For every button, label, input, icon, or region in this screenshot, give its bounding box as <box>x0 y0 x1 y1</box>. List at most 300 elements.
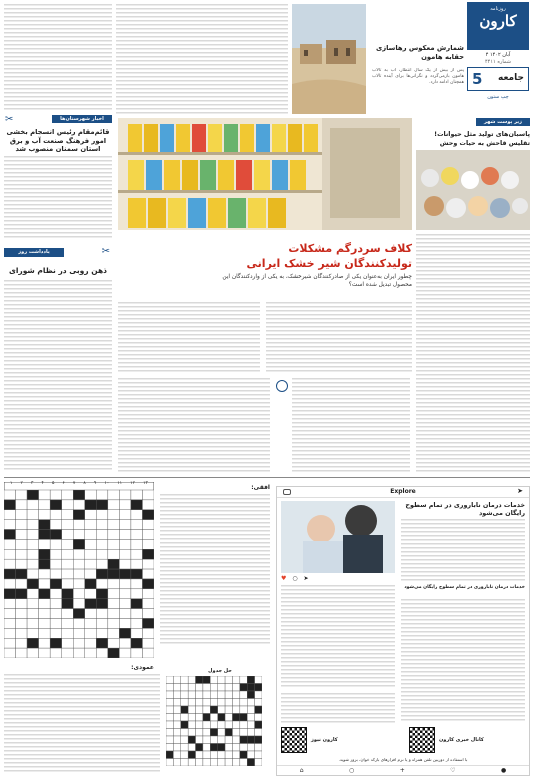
crossword-cell <box>131 569 143 579</box>
crossword-cell <box>142 599 154 609</box>
crossword-cell <box>16 549 28 559</box>
crossword-cell <box>119 559 131 569</box>
crossword-cell <box>131 648 143 658</box>
crossword-cell <box>247 676 254 684</box>
crossword-cell <box>166 691 173 699</box>
crossword-cell <box>16 589 28 599</box>
crossword-cell <box>50 579 62 589</box>
crossword-cell <box>181 729 188 737</box>
crossword-cell <box>27 490 39 500</box>
crossword-cell <box>142 618 154 628</box>
crossword-cell <box>255 759 262 767</box>
ad-icon-row <box>281 575 395 583</box>
crossword-cell <box>188 736 195 744</box>
crossword-cell <box>142 628 154 638</box>
crossword-cell <box>142 648 154 658</box>
crossword-cell <box>73 500 85 510</box>
crossword-cell <box>232 751 239 759</box>
crossword-column-number: ۱۱ <box>117 481 123 486</box>
crossword-cell <box>240 729 247 737</box>
crossword-cell <box>142 539 154 549</box>
crossword-cell <box>119 520 131 530</box>
crossword-cell <box>62 520 74 530</box>
crossword-cell <box>173 744 180 752</box>
crossword-cell <box>131 609 143 619</box>
crossword-cell <box>85 520 97 530</box>
crossword-cell <box>166 744 173 752</box>
crossword-cell <box>96 539 108 549</box>
crossword-cell <box>196 721 203 729</box>
crossword-cell <box>4 569 16 579</box>
crossword-cell <box>255 699 262 707</box>
crossword-column-number: ۲ <box>20 481 23 486</box>
crossword-cell <box>131 539 143 549</box>
crossword-section <box>4 482 270 778</box>
hamoun-headline: شمارش معکوس رهاسازی حقابه هامون <box>375 44 464 61</box>
crossword-cell <box>240 699 247 707</box>
crossword-cell <box>119 609 131 619</box>
crossword-cell <box>108 490 120 500</box>
search-icon[interactable]: ○ <box>348 767 355 774</box>
crossword-cell <box>27 569 39 579</box>
feature-label: زیر پوست شهر <box>476 118 530 126</box>
crossword-cell <box>73 648 85 658</box>
crossword-cell <box>166 684 173 692</box>
crossword-cell <box>85 579 97 589</box>
crossword-cell <box>142 609 154 619</box>
opinion-label: یادداشت روز <box>4 248 64 257</box>
crossword-cell <box>39 559 51 569</box>
ad-mother-baby-illustration <box>281 501 395 573</box>
crossword-cell <box>85 510 97 520</box>
crossword-cell <box>196 691 203 699</box>
crossword-cell <box>210 684 217 692</box>
crossword-cell <box>85 500 97 510</box>
crossword-cell <box>27 609 39 619</box>
crossword-cell <box>196 684 203 692</box>
crossword-cell <box>119 569 131 579</box>
crossword-cell <box>50 530 62 540</box>
crossword-cell <box>96 530 108 540</box>
crossword-cell <box>225 706 232 714</box>
crossword-cell <box>39 530 51 540</box>
send-icon: ➤ <box>517 487 523 495</box>
crossword-cell <box>27 628 39 638</box>
crossword-cell <box>39 579 51 589</box>
crossword-cell <box>39 599 51 609</box>
crossword-cell <box>16 539 28 549</box>
crossword-cell <box>240 706 247 714</box>
crossword-cell <box>203 729 210 737</box>
crossword-cell <box>255 676 262 684</box>
like-icon[interactable]: ♡ <box>450 767 456 774</box>
crossword-column-number: ۱۳ <box>143 481 148 486</box>
crossword-cell <box>85 549 97 559</box>
crossword-cell <box>73 618 85 628</box>
crossword-cell <box>142 510 154 520</box>
crossword-cell <box>131 638 143 648</box>
profile-icon[interactable]: ● <box>501 767 507 774</box>
crossword-cell <box>27 549 39 559</box>
crossword-cell <box>96 520 108 530</box>
crossword-cell <box>119 589 131 599</box>
crossword-cell <box>210 699 217 707</box>
crossword-cell <box>188 714 195 722</box>
crossword-cell <box>108 609 120 619</box>
crossword-column-number: ۱ <box>10 481 13 486</box>
home-icon[interactable]: ⌂ <box>299 767 304 774</box>
crossword-cell <box>255 736 262 744</box>
crossword-cell <box>119 628 131 638</box>
heart-icon[interactable]: ♥ <box>281 575 287 582</box>
crossword-cell <box>108 549 120 559</box>
crossword-cell <box>96 559 108 569</box>
feature-headline: پاسبان‌های تولید مثل حیوانات! تقلیس قاحش به حیات وحش <box>434 130 530 147</box>
hamoun-story <box>292 4 464 114</box>
ad-footer: با استفاده از دوربین تلفن همراه و یا نرم افزارهای بارکد خوان، بروز شوید. <box>338 757 468 762</box>
crossword-cell <box>4 520 16 530</box>
lead-body-right <box>266 302 412 372</box>
crossword-cell <box>173 691 180 699</box>
crossword-cell <box>119 490 131 500</box>
crossword-cell <box>16 599 28 609</box>
crossword-cell <box>16 559 28 569</box>
crossword-cell <box>225 736 232 744</box>
crossword-cell <box>232 721 239 729</box>
crossword-cell <box>232 759 239 767</box>
down-clues <box>4 674 160 774</box>
crossword-cell <box>142 549 154 559</box>
share-icon[interactable]: ➤ <box>303 575 309 582</box>
crossword-cell <box>210 759 217 767</box>
crossword-cell <box>188 751 195 759</box>
crossword-cell <box>73 490 85 500</box>
crossword-cell <box>173 699 180 707</box>
crossword-cell <box>85 539 97 549</box>
crossword-cell <box>39 490 51 500</box>
crossword-cell <box>4 539 16 549</box>
crossword-cell <box>16 510 28 520</box>
crossword-cell <box>196 736 203 744</box>
crossword-cell <box>39 549 51 559</box>
crossword-cell <box>142 500 154 510</box>
crossword-cell <box>27 510 39 520</box>
crossword-cell <box>188 684 195 692</box>
across-clues <box>160 494 270 644</box>
crossword-cell <box>4 530 16 540</box>
logo-text: کارون <box>479 12 517 30</box>
crossword-cell <box>16 579 28 589</box>
crossword-cell <box>210 736 217 744</box>
crossword-cell <box>16 490 28 500</box>
crossword-cell <box>173 676 180 684</box>
crossword-cell <box>247 729 254 737</box>
crossword-cell <box>39 589 51 599</box>
crossword-cell <box>50 648 62 658</box>
crossword-cell <box>240 691 247 699</box>
crossword-cell <box>247 691 254 699</box>
scissors-icon: ✂ <box>5 114 14 125</box>
lead-story <box>118 232 412 302</box>
toys-illustration <box>416 150 530 230</box>
ad-body-right-2 <box>401 599 525 723</box>
crossword-cell <box>240 721 247 729</box>
crossword-cell <box>218 699 225 707</box>
crossword-cell <box>218 721 225 729</box>
section-title: جامعه <box>498 73 524 83</box>
news-label: اخبار شهرستان‌ها <box>52 115 112 123</box>
crossword-cell <box>16 618 28 628</box>
crossword-cell <box>27 530 39 540</box>
ad-body-left-2 <box>281 693 395 723</box>
crossword-cell <box>232 729 239 737</box>
crossword-cell <box>16 530 28 540</box>
crossword-column-number: ۷ <box>72 481 76 486</box>
crossword-cell <box>166 676 173 684</box>
crossword-cell <box>181 721 188 729</box>
crossword-cell <box>4 510 16 520</box>
crossword-cell <box>232 736 239 744</box>
crossword-cell <box>131 549 143 559</box>
crossword-cell <box>142 530 154 540</box>
crossword-cell <box>39 569 51 579</box>
crossword-cell <box>108 510 120 520</box>
crossword-cell <box>50 638 62 648</box>
crossword-cell <box>119 648 131 658</box>
crossword-cell <box>188 699 195 707</box>
crossword-cell <box>225 729 232 737</box>
crossword-cell <box>255 744 262 752</box>
crossword-cell <box>16 520 28 530</box>
crossword-cell <box>27 599 39 609</box>
crossword-cell <box>196 751 203 759</box>
crossword-cell <box>203 706 210 714</box>
crossword-cell <box>210 676 217 684</box>
crossword-cell <box>16 500 28 510</box>
crossword-cell <box>225 676 232 684</box>
crossword-cell <box>96 490 108 500</box>
crossword-cell <box>108 559 120 569</box>
crossword-cell <box>247 721 254 729</box>
crossword-cell <box>240 676 247 684</box>
crossword-cell <box>4 559 16 569</box>
crossword-cell <box>73 520 85 530</box>
crossword-cell <box>50 559 62 569</box>
crossword-cell <box>50 569 62 579</box>
crossword-cell <box>203 759 210 767</box>
crossword-cell <box>166 721 173 729</box>
crossword-cell <box>73 628 85 638</box>
left-headline-1: قائم‌مقام رئیس انسجام بخشی امور فرهنگ صنعت آب و برق استان سمنان منصوب شد <box>6 128 110 153</box>
crossword-cell <box>225 684 232 692</box>
crossword-cell <box>131 579 143 589</box>
qr-code-1[interactable] <box>281 727 307 753</box>
crossword-cell <box>96 589 108 599</box>
crossword-cell <box>188 691 195 699</box>
crossword-cell <box>181 699 188 707</box>
crossword-cell <box>108 539 120 549</box>
section-divider <box>4 477 530 478</box>
crossword-cell <box>173 706 180 714</box>
crossword-cell <box>218 691 225 699</box>
crossword-cell <box>39 609 51 619</box>
crossword-cell <box>85 609 97 619</box>
crossword-cell <box>50 490 62 500</box>
crossword-cell <box>173 684 180 692</box>
crossword-cell <box>247 706 254 714</box>
crossword-column-number: ۵ <box>51 481 55 486</box>
crossword-cell <box>39 628 51 638</box>
milk-shelf-illustration <box>118 118 412 230</box>
crossword-cell <box>73 638 85 648</box>
crossword-cell <box>142 589 154 599</box>
crossword-cell <box>96 618 108 628</box>
app-bottom-bar <box>277 765 529 776</box>
crossword-cell <box>196 729 203 737</box>
crossword-cell <box>50 520 62 530</box>
crossword-cell <box>108 520 120 530</box>
crossword-cell <box>247 751 254 759</box>
crossword-column-number: ۶ <box>62 481 65 486</box>
crossword-cell <box>73 549 85 559</box>
crossword-cell <box>62 579 74 589</box>
crossword-column-number: ۱۲ <box>130 481 136 486</box>
crossword-cell <box>225 759 232 767</box>
crossword-cell <box>203 744 210 752</box>
crossword-cell <box>96 628 108 638</box>
qr-caption-1: کارون نیوز <box>311 737 338 743</box>
crossword-cell <box>166 699 173 707</box>
crossword-cell <box>85 628 97 638</box>
page-number-box <box>467 67 529 91</box>
crossword-cell <box>108 638 120 648</box>
ad-story-headline: خدمات درمان ناباروری در تمام سطوح رایگان می‌شود <box>404 585 525 590</box>
left-body-1 <box>4 156 112 240</box>
crossword-cell <box>4 609 16 619</box>
crossword-cell <box>96 510 108 520</box>
crossword-cell <box>50 539 62 549</box>
crossword-cell <box>39 520 51 530</box>
crossword-cell <box>119 500 131 510</box>
crossword-cell <box>73 599 85 609</box>
crossword-cell <box>203 691 210 699</box>
crossword-cell <box>27 520 39 530</box>
crossword-cell <box>85 569 97 579</box>
crossword-cell <box>119 510 131 520</box>
crossword-cell <box>173 751 180 759</box>
crossword-cell <box>62 549 74 559</box>
answers-title: حل جدول <box>208 668 232 674</box>
crossword-cell <box>181 751 188 759</box>
crossword-cell <box>203 736 210 744</box>
crossword-cell <box>4 599 16 609</box>
crossword-column-numbers <box>4 481 154 486</box>
crossword-cell <box>96 579 108 589</box>
crossword-cell <box>62 589 74 599</box>
crossword-cell <box>27 579 39 589</box>
crossword-cell <box>255 714 262 722</box>
comment-icon[interactable]: ○ <box>292 575 298 582</box>
crossword-cell <box>62 638 74 648</box>
crossword-cell <box>73 530 85 540</box>
crossword-cell <box>85 490 97 500</box>
crossword-cell <box>203 721 210 729</box>
crossword-cell <box>240 714 247 722</box>
crossword-cell <box>16 638 28 648</box>
crossword-cell <box>210 751 217 759</box>
crossword-cell <box>173 736 180 744</box>
crossword-cell <box>232 699 239 707</box>
crossword-cell <box>50 609 62 619</box>
crossword-cell <box>50 589 62 599</box>
crossword-cell <box>39 500 51 510</box>
crossword-cell <box>218 744 225 752</box>
add-icon[interactable]: + <box>399 767 405 774</box>
crossword-cell <box>131 559 143 569</box>
crossword-cell <box>62 500 74 510</box>
crossword-cell <box>39 510 51 520</box>
crossword-header <box>4 481 154 490</box>
crossword-cell <box>73 579 85 589</box>
crossword-cell <box>27 648 39 658</box>
crossword-cell <box>225 721 232 729</box>
crossword-cell <box>4 638 16 648</box>
crossword-cell <box>131 618 143 628</box>
crossword-cell <box>119 618 131 628</box>
qr-code-2[interactable] <box>409 727 435 753</box>
answers-grid <box>166 676 262 766</box>
crossword-cell <box>203 751 210 759</box>
crossword-cell <box>210 729 217 737</box>
section-sub: چپ ستون <box>487 94 509 100</box>
crossword-cell <box>131 510 143 520</box>
crossword-cell <box>247 684 254 692</box>
crossword-cell <box>196 706 203 714</box>
down-title: عمودی: <box>131 664 154 671</box>
crossword-cell <box>50 500 62 510</box>
crossword-cell <box>108 579 120 589</box>
crossword-cell <box>210 714 217 722</box>
crossword-cell <box>62 530 74 540</box>
crossword-cell <box>240 751 247 759</box>
crossword-cell <box>4 490 16 500</box>
crossword-cell <box>218 684 225 692</box>
crossword-cell <box>73 569 85 579</box>
app-topbar <box>277 487 529 498</box>
crossword-cell <box>73 559 85 569</box>
crossword-cell <box>203 684 210 692</box>
crossword-cell <box>166 706 173 714</box>
crossword-cell <box>247 699 254 707</box>
crossword-cell <box>210 721 217 729</box>
crossword-cell <box>73 510 85 520</box>
crossword-cell <box>96 638 108 648</box>
crossword-cell <box>188 706 195 714</box>
crossword-cell <box>50 628 62 638</box>
crossword-cell <box>218 759 225 767</box>
crossword-cell <box>181 744 188 752</box>
logo-sub: روزنامه <box>490 6 506 12</box>
left-column <box>4 4 112 472</box>
crossword-cell <box>232 676 239 684</box>
crossword-cell <box>108 589 120 599</box>
crossword-cell <box>188 721 195 729</box>
crossword-cell <box>225 699 232 707</box>
crossword-cell <box>210 706 217 714</box>
crossword-cell <box>4 618 16 628</box>
crossword-cell <box>166 751 173 759</box>
crossword-cell <box>255 721 262 729</box>
